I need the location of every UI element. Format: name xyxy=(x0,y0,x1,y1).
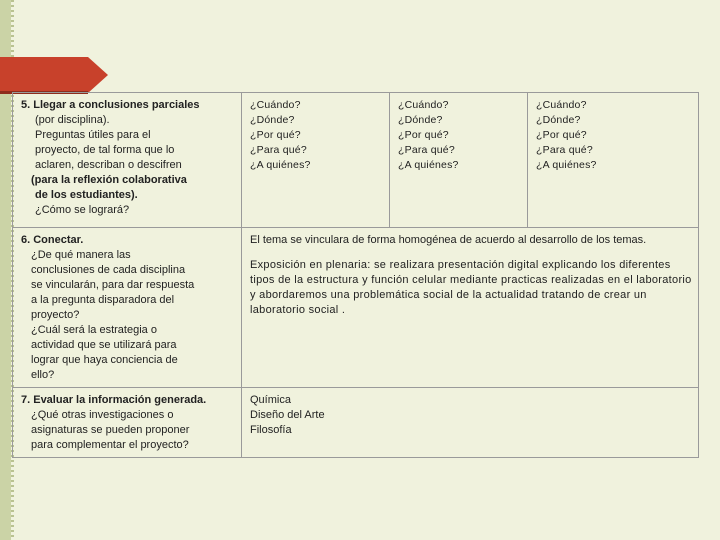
step-6-line: lograr que haya conciencia de xyxy=(31,354,178,366)
step-7-response-cell xyxy=(242,388,699,458)
question-when: ¿Cuándo? xyxy=(250,99,301,111)
project-planning-table xyxy=(12,92,699,458)
question-where: ¿Dónde? xyxy=(398,114,443,126)
slide-accent-tab xyxy=(0,57,108,93)
step-5-line: (por disciplina). xyxy=(35,114,110,126)
question-what-for: ¿Para qué? xyxy=(250,144,307,156)
step-7-line: para complementar el proyecto? xyxy=(31,439,189,451)
step-5-line: proyecto, de tal forma que lo xyxy=(35,144,175,156)
step-6-line: ello? xyxy=(31,369,55,381)
question-what-for: ¿Para qué? xyxy=(536,144,593,156)
step-5-line: de los estudiantes). xyxy=(35,189,138,201)
step-6-line: actividad que se utilizará para xyxy=(31,339,177,351)
step-5-title: 5. Llegar a conclusiones parciales xyxy=(21,99,200,111)
question-to-whom: ¿A quiénes? xyxy=(536,159,597,171)
table-row-step-6 xyxy=(13,228,699,388)
question-why: ¿Por qué? xyxy=(536,129,587,141)
step-6-response-paragraph-2: Exposición en plenaria: se realizara presentación digital explicando los diferentes tipos de la estructura y función celular mediante practicas realizadas en el laboratorio y abordaremos una problemática social de la actualidad tratando de crear un laboratorio social . xyxy=(250,259,692,316)
questions-column-2 xyxy=(390,93,528,228)
step-5-question: ¿Cómo se logrará? xyxy=(35,204,130,216)
step-6-line: proyecto? xyxy=(31,309,80,321)
subject-item: Química xyxy=(250,394,291,406)
question-why: ¿Por qué? xyxy=(250,129,301,141)
table-row-step-5 xyxy=(13,93,699,228)
step-6-line: conclusiones de cada disciplina xyxy=(31,264,186,276)
question-where: ¿Dónde? xyxy=(536,114,581,126)
step-5-line: (para la reflexión colaborativa xyxy=(31,174,187,186)
step-6-response-cell xyxy=(242,228,699,388)
step-6-title: 6. Conectar. xyxy=(21,234,84,246)
step-7-description-cell xyxy=(13,388,242,458)
step-7-title: 7. Evaluar la información generada. xyxy=(21,394,207,406)
question-to-whom: ¿A quiénes? xyxy=(250,159,311,171)
step-6-line: ¿De qué manera las xyxy=(31,249,131,261)
questions-column-1 xyxy=(242,93,390,228)
question-why: ¿Por qué? xyxy=(398,129,449,141)
question-when: ¿Cuándo? xyxy=(398,99,449,111)
step-5-line: aclaren, describan o descifren xyxy=(35,159,182,171)
step-5-line: Preguntas útiles para el xyxy=(35,129,151,141)
table-row-step-7 xyxy=(13,388,699,458)
step-7-line: asignaturas se pueden proponer xyxy=(31,424,190,436)
step-5-description-cell xyxy=(13,93,242,228)
question-where: ¿Dónde? xyxy=(250,114,295,126)
subject-item: Diseño del Arte xyxy=(250,409,325,421)
step-6-description-cell xyxy=(13,228,242,388)
step-6-line: ¿Cuál será la estrategia o xyxy=(31,324,157,336)
step-7-line: ¿Qué otras investigaciones o xyxy=(31,409,174,421)
question-when: ¿Cuándo? xyxy=(536,99,587,111)
subject-item: Filosofía xyxy=(250,424,292,436)
step-6-response-paragraph-1: El tema se vinculara de forma homogénea de acuerdo al desarrollo de los temas. xyxy=(250,234,647,246)
step-6-line: se vincularán, para dar respuesta xyxy=(31,279,195,291)
question-to-whom: ¿A quiénes? xyxy=(398,159,459,171)
question-what-for: ¿Para qué? xyxy=(398,144,455,156)
step-6-line: a la pregunta disparadora del xyxy=(31,294,175,306)
questions-column-3 xyxy=(528,93,699,228)
